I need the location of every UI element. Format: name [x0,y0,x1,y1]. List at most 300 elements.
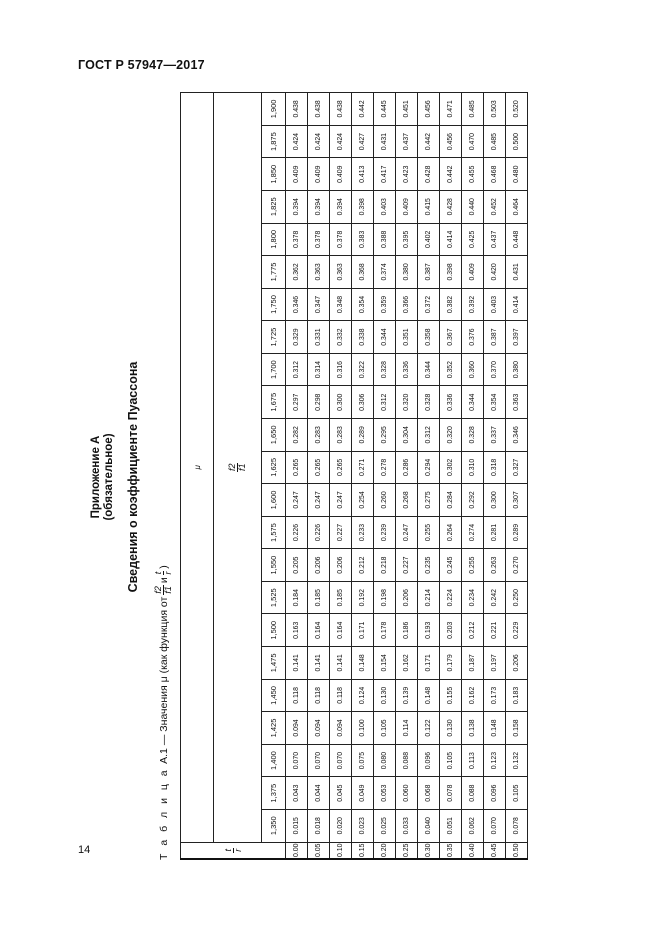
table-cell: 0.298 [308,386,330,419]
table-cell: 0.100 [352,712,374,745]
table-cell: 0.289 [506,516,528,549]
table-cell: 0.455 [462,158,484,191]
row-label: 0.25 [396,842,418,859]
table-cell: 0.221 [484,614,506,647]
row-label: 0.45 [484,842,506,859]
table-cell: 0.414 [506,288,528,321]
caption-frac1-num: f2 [153,586,163,594]
table-cell: 0.247 [308,484,330,517]
table-cell: 0.282 [286,419,308,452]
caption-and: и [157,577,170,584]
table-cell: 0.289 [352,419,374,452]
table-cell: 0.327 [506,451,528,484]
table-cell: 0.409 [286,158,308,191]
table-cell: 0.206 [308,549,330,582]
table-cell: 0.316 [330,353,352,386]
table-cell: 0.409 [462,256,484,289]
table-cell: 0.351 [396,321,418,354]
table-cell: 0.485 [462,93,484,126]
table-row [484,93,506,860]
table-cell: 0.118 [308,679,330,712]
table-cell: 0.300 [484,484,506,517]
row-label: 0.50 [506,842,528,859]
column-header: 1,525 [262,581,286,614]
table-cell: 0.442 [440,158,462,191]
mu-header-cell [181,93,214,843]
table-cell: 0.114 [396,712,418,745]
table-cell: 0.431 [374,125,396,158]
table-cell: 0.212 [352,549,374,582]
table-cell: 0.344 [418,353,440,386]
table-cell: 0.075 [352,744,374,777]
table-row [352,93,374,860]
table-cell: 0.239 [374,516,396,549]
table-cell: 0.437 [396,125,418,158]
row-header-fraction [224,848,243,853]
table-cell: 0.158 [506,712,528,745]
table-cell: 0.378 [330,223,352,256]
table-cell: 0.354 [484,386,506,419]
table-cell: 0.302 [440,451,462,484]
table-cell: 0.227 [396,549,418,582]
table-cell: 0.281 [484,516,506,549]
table-cell: 0.130 [374,679,396,712]
table-cell: 0.254 [352,484,374,517]
table-cell: 0.186 [396,614,418,647]
table-cell: 0.382 [440,288,462,321]
table-cell: 0.040 [418,809,440,842]
table-cell: 0.148 [484,712,506,745]
table-cell: 0.464 [506,190,528,223]
table-cell: 0.178 [374,614,396,647]
table-cell: 0.229 [506,614,528,647]
table-row [330,93,352,860]
table-cell: 0.044 [308,777,330,810]
table-cell: 0.346 [286,288,308,321]
row-label: 0.35 [440,842,462,859]
table-cell: 0.185 [330,581,352,614]
table-cell: 0.263 [484,549,506,582]
caption-frac2-num: t [153,571,163,575]
table-cell: 0.138 [462,712,484,745]
table-cell: 0.283 [330,419,352,452]
caption-fraction-t [154,571,173,576]
table-cell: 0.378 [308,223,330,256]
table-cell: 0.018 [308,809,330,842]
table-cell: 0.503 [484,93,506,126]
table-cell: 0.124 [352,679,374,712]
column-header: 1,900 [262,93,286,126]
table-cell: 0.363 [330,256,352,289]
table-cell: 0.409 [330,158,352,191]
table-cell: 0.485 [484,125,506,158]
table-cell: 0.304 [396,419,418,452]
table-cell: 0.471 [440,93,462,126]
table-cell: 0.043 [286,777,308,810]
table-cell: 0.247 [396,516,418,549]
table-row [506,93,528,860]
table-cell: 0.394 [286,190,308,223]
table-cell: 0.376 [462,321,484,354]
column-header: 1,825 [262,190,286,223]
table-caption [154,565,173,860]
table-cell: 0.300 [330,386,352,419]
row-label: 0.00 [286,842,308,859]
table-cell: 0.033 [396,809,418,842]
table-cell: 0.409 [308,158,330,191]
table-cell: 0.424 [286,125,308,158]
table-cell: 0.362 [286,256,308,289]
document-header: ГОСТ Р 57947—2017 [78,58,205,72]
table-cell: 0.332 [330,321,352,354]
table-cell: 0.344 [374,321,396,354]
table-cell: 0.070 [308,744,330,777]
table-cell: 0.141 [308,647,330,680]
table-cell: 0.348 [330,288,352,321]
table-cell: 0.358 [418,321,440,354]
table-cell: 0.218 [374,549,396,582]
table-cell: 0.292 [462,484,484,517]
table-cell: 0.380 [396,256,418,289]
table-cell: 0.164 [330,614,352,647]
table-cell: 0.192 [352,581,374,614]
table-cell: 0.078 [506,809,528,842]
table-cell: 0.250 [506,581,528,614]
table-cell: 0.420 [484,256,506,289]
table-cell: 0.331 [308,321,330,354]
table-cell: 0.171 [352,614,374,647]
column-header: 1,575 [262,516,286,549]
column-header: 1,750 [262,288,286,321]
table-cell: 0.205 [286,549,308,582]
table-cell: 0.310 [462,451,484,484]
table-cell: 0.130 [440,712,462,745]
table-cell: 0.283 [308,419,330,452]
table-cell: 0.417 [374,158,396,191]
table-cell: 0.520 [506,93,528,126]
table-cell: 0.023 [352,809,374,842]
table-cell: 0.118 [330,679,352,712]
table-cell: 0.045 [330,777,352,810]
table-cell: 0.270 [506,549,528,582]
table-cell: 0.264 [440,516,462,549]
table-cell: 0.328 [462,419,484,452]
table-cell: 0.105 [440,744,462,777]
table-cell: 0.025 [374,809,396,842]
table-cell: 0.398 [352,190,374,223]
table-cell: 0.427 [352,125,374,158]
table-cell: 0.245 [440,549,462,582]
table-cell: 0.363 [308,256,330,289]
table-cell: 0.155 [440,679,462,712]
table-cell: 0.224 [440,581,462,614]
column-header: 1,875 [262,125,286,158]
appendix-heading: Сведения о коэффициенте Пуассона [126,361,140,593]
table-cell: 0.268 [396,484,418,517]
table-cell: 0.438 [286,93,308,126]
table-cell: 0.387 [484,321,506,354]
table-cell: 0.425 [462,223,484,256]
table-cell: 0.363 [506,386,528,419]
table-cell: 0.148 [352,647,374,680]
table-cell: 0.337 [484,419,506,452]
table-cell: 0.336 [440,386,462,419]
column-header: 1,500 [262,614,286,647]
table-cell: 0.409 [396,190,418,223]
appendix-title: Приложение А [90,435,102,519]
table-cell: 0.179 [440,647,462,680]
table-cell: 0.415 [418,190,440,223]
table-row [440,93,462,860]
table-cell: 0.470 [462,125,484,158]
table-cell: 0.068 [418,777,440,810]
page-number: 14 [78,844,91,856]
table-cell: 0.394 [308,190,330,223]
row-label: 0.20 [374,842,396,859]
table-cell: 0.437 [484,223,506,256]
table-cell: 0.398 [440,256,462,289]
table-cell: 0.312 [286,353,308,386]
table-cell: 0.141 [330,647,352,680]
table-cell: 0.278 [374,451,396,484]
column-header: 1,725 [262,321,286,354]
table-cell: 0.235 [418,549,440,582]
table-cell: 0.247 [330,484,352,517]
table-cell: 0.440 [462,190,484,223]
table-cell: 0.318 [484,451,506,484]
table-cell: 0.096 [484,777,506,810]
column-header: 1,600 [262,484,286,517]
table-cell: 0.295 [374,419,396,452]
table-cell: 0.233 [352,516,374,549]
table-cell: 0.328 [374,353,396,386]
table-row [308,93,330,860]
table-cell: 0.456 [440,125,462,158]
row-label: 0.30 [418,842,440,859]
ratio-header-cell [214,93,262,843]
table-cell: 0.442 [352,93,374,126]
table-cell: 0.370 [484,353,506,386]
table-cell: 0.413 [352,158,374,191]
table-cell: 0.139 [396,679,418,712]
table-cell: 0.020 [330,809,352,842]
table-cell: 0.271 [352,451,374,484]
table-cell: 0.105 [506,777,528,810]
column-header: 1,650 [262,419,286,452]
table-cell: 0.344 [462,386,484,419]
caption-close: ) [157,565,170,569]
table-cell: 0.123 [484,744,506,777]
table-cell: 0.312 [418,419,440,452]
table-cell: 0.122 [418,712,440,745]
column-header: 1,350 [262,809,286,842]
row-header-fraction-num: t [222,849,233,852]
table-row [396,93,418,860]
table-cell: 0.234 [462,581,484,614]
table-cell: 0.242 [484,581,506,614]
table-cell: 0.468 [484,158,506,191]
table-cell: 0.226 [308,516,330,549]
table-cell: 0.206 [506,647,528,680]
caption-text: — Значения μ (как функция от [157,596,170,746]
table-cell: 0.380 [506,353,528,386]
table-cell: 0.113 [462,744,484,777]
table-cell: 0.060 [396,777,418,810]
table-cell: 0.442 [418,125,440,158]
table-cell: 0.141 [286,647,308,680]
table-cell: 0.184 [286,581,308,614]
caption-fraction-f [154,585,173,595]
table-cell: 0.212 [462,614,484,647]
table-cell: 0.388 [374,223,396,256]
table-cell: 0.366 [396,288,418,321]
table-cell: 0.171 [418,647,440,680]
caption-frac2-den: r [163,571,173,575]
table-cell: 0.265 [286,451,308,484]
table-cell: 0.402 [418,223,440,256]
table-cell: 0.383 [352,223,374,256]
table-cell: 0.320 [396,386,418,419]
table-cell: 0.078 [440,777,462,810]
table-cell: 0.070 [330,744,352,777]
column-header: 1,625 [262,451,286,484]
table-cell: 0.088 [396,744,418,777]
column-header: 1,850 [262,158,286,191]
table-cell: 0.424 [330,125,352,158]
table-cell: 0.312 [374,386,396,419]
caption-prefix: Т а б л и ц а [157,767,170,860]
table-cell: 0.403 [374,190,396,223]
table-cell: 0.053 [374,777,396,810]
table-cell: 0.260 [374,484,396,517]
table-cell: 0.088 [462,777,484,810]
table-cell: 0.306 [352,386,374,419]
table-cell: 0.096 [418,744,440,777]
caption-frac1-den: f1 [163,586,173,594]
table-cell: 0.132 [506,744,528,777]
table-cell: 0.378 [286,223,308,256]
table-cell: 0.451 [396,93,418,126]
row-label: 0.10 [330,842,352,859]
table-cell: 0.438 [308,93,330,126]
table-cell: 0.227 [330,516,352,549]
table-cell: 0.294 [418,451,440,484]
table-cell: 0.320 [440,419,462,452]
table-cell: 0.297 [286,386,308,419]
column-header: 1,400 [262,744,286,777]
table-cell: 0.185 [308,581,330,614]
column-header: 1,475 [262,647,286,680]
row-label: 0.40 [462,842,484,859]
table-cell: 0.286 [396,451,418,484]
table-cell: 0.162 [396,647,418,680]
row-header-fraction-den: r [232,848,243,852]
table-cell: 0.226 [286,516,308,549]
table-cell: 0.255 [462,549,484,582]
table-cell: 0.438 [330,93,352,126]
table-row [462,93,484,860]
table-cell: 0.274 [462,516,484,549]
table-cell: 0.428 [418,158,440,191]
column-header: 1,425 [262,712,286,745]
table-cell: 0.456 [418,93,440,126]
ratio-fraction-num: f2 [227,463,237,472]
table-cell: 0.080 [374,744,396,777]
table-row [374,93,396,860]
table-cell: 0.428 [440,190,462,223]
table-cell: 0.070 [484,809,506,842]
table-cell: 0.247 [286,484,308,517]
column-header: 1,775 [262,256,286,289]
table-cell: 0.395 [396,223,418,256]
table-cell: 0.394 [330,190,352,223]
table-cell: 0.374 [374,256,396,289]
table-cell: 0.392 [462,288,484,321]
table-cell: 0.338 [352,321,374,354]
row-label: 0.15 [352,842,374,859]
caption-number: А.1 [157,748,170,764]
table-cell: 0.480 [506,158,528,191]
table-cell: 0.198 [374,581,396,614]
table-cell: 0.118 [286,679,308,712]
table-cell: 0.352 [440,353,462,386]
table-cell: 0.187 [462,647,484,680]
table-cell: 0.105 [374,712,396,745]
column-header: 1,700 [262,353,286,386]
column-header: 1,800 [262,223,286,256]
table-cell: 0.214 [418,581,440,614]
table-cell: 0.062 [462,809,484,842]
table-cell: 0.354 [352,288,374,321]
table-cell: 0.094 [308,712,330,745]
table-cell: 0.500 [506,125,528,158]
table-cell: 0.193 [418,614,440,647]
table-cell: 0.183 [506,679,528,712]
row-header-cell [181,842,286,859]
table-row [286,93,308,860]
table-cell: 0.360 [462,353,484,386]
table-cell: 0.452 [484,190,506,223]
rotated-content [90,92,530,862]
table-cell: 0.206 [396,581,418,614]
mu-symbol: μ [192,465,202,470]
table-cell: 0.336 [396,353,418,386]
table-cell: 0.372 [418,288,440,321]
table-cell: 0.359 [374,288,396,321]
table-cell: 0.265 [330,451,352,484]
row-label: 0.05 [308,842,330,859]
table-row [418,93,440,860]
table-cell: 0.347 [308,288,330,321]
table-cell: 0.051 [440,809,462,842]
table-cell: 0.164 [308,614,330,647]
table-cell: 0.094 [330,712,352,745]
table-cell: 0.197 [484,647,506,680]
table-cell: 0.367 [440,321,462,354]
table-cell: 0.094 [286,712,308,745]
table-cell: 0.265 [308,451,330,484]
column-header: 1,375 [262,777,286,810]
table-cell: 0.397 [506,321,528,354]
table-cell: 0.329 [286,321,308,354]
table-cell: 0.424 [308,125,330,158]
table-cell: 0.322 [352,353,374,386]
table-cell: 0.148 [418,679,440,712]
ratio-fraction-den: f1 [237,463,247,472]
table-cell: 0.445 [374,93,396,126]
table-cell: 0.448 [506,223,528,256]
appendix-subtitle: (обязательное) [103,433,115,521]
